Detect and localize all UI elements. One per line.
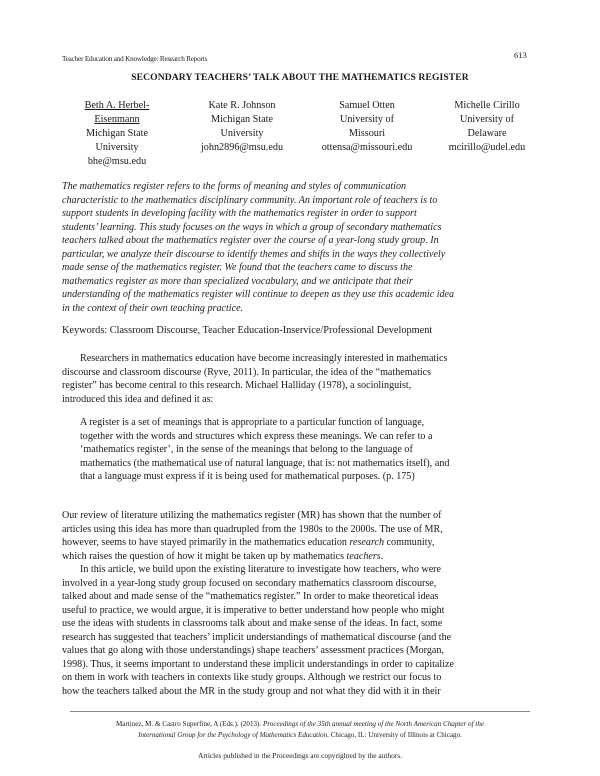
body-line: articles using this idea has more than quadrupled from the 1980s to the 2000s. The use of MR, [62,523,443,535]
paper-title: SECONDARY TEACHERS’ TALK ABOUT THE MATHEMATICS REGISTER [131,72,469,83]
abstract-line: particular, we analyze their discourse to identify themes and shifts in the ways they collectively [62,248,446,260]
abstract-line: in the context of their own teaching practice. [62,302,244,314]
body-line: discourse and classroom discourse (Ryve, 2011). In particular, the idea of the “mathematics [62,366,432,378]
author-4 [432,99,542,155]
citation-publisher: . Chicago, IL: University of Illinois at Chicago. [327,731,462,739]
author-affiliation-cont: Missouri [348,127,386,139]
author-name: Samuel Otten [339,100,395,111]
running-head: Teacher Education and Knowledge: Research Reports [62,55,208,63]
author-affiliation: University of [339,113,395,125]
body-text: however, seems to have stayed primarily in the mathematics education [62,537,350,548]
citation-proceedings-title: Proceedings of the 35th annual meeting of the North American Chapter of the [262,720,485,728]
body-line: involved in a year-long study group focused on secondary mathematics classroom discourse, [62,577,437,589]
body-paragraph-2 [62,509,542,698]
quote-line: ‘mathematics register’, in the sense of the meanings that belong to the language of [80,444,413,455]
author-affiliation: Michigan State [86,127,148,139]
body-line [62,550,542,564]
author-name-cont: Eisenmann [94,113,140,125]
footer-citation [0,719,600,741]
body-line: introduced this idea and defined it as: [62,393,214,405]
body-line: values that go along with those understandings) shape teachers’ assessment practices (Morgan, [62,645,444,656]
footer-divider [70,711,530,712]
author-name: Beth A. Herbel- [84,100,150,111]
body-text: which raises the question of how it might be taken up by mathematics [62,550,347,562]
abstract-line: characteristic to the mathematics disciplinary community. An important role of teachers is to [62,194,438,206]
block-quote [80,416,540,484]
author-email: mcirillo@udel.edu [448,141,526,153]
author-affiliation: University of [459,113,515,125]
emphasis-teachers: teachers [346,550,381,562]
abstract-line: teachers talked about the mathematics register over the course of a year-long study group. In [62,235,439,246]
body-text: . [380,550,384,562]
author-affiliation-cont: University [95,141,139,153]
body-line: use the ideas with students in classrooms talk about and make sense of the ideas. In fact, some [62,618,443,629]
abstract-line: students’ learning. This study focuses on the ways in which a group of secondary mathematics [62,221,442,233]
author-block [62,99,542,169]
quote-line: mathematics (the mathematical use of natural language, that is: not mathematics itself), and [80,457,450,469]
citation-text: Martinez, M. & Castro Superfine, A (Eds.). (2013). [115,720,263,728]
body-line: register” has become central to this research. Michael Halliday (1978), a sociolinguist, [62,380,412,391]
body-line: Our review of literature utilizing the mathematics register (MR) has shown that the number of [62,510,442,521]
quote-line: A register is a set of meanings that is appropriate to a particular function of language, [80,417,425,428]
author-1 [62,99,172,169]
copyright-notice: Articles published in the Proceedings are copyrighted by the authors. [197,751,402,760]
citation-proceedings-title-cont: International Group for the Psychology of Mathematics Education [138,731,328,739]
body-line: research has suggested that teachers’ implicit understandings of mathematical discourse (and the [62,631,452,643]
abstract-line: made sense of the mathematics register. We found that the teachers came to discuss the [62,262,413,273]
abstract-line: support students in developing facility with the mathematics register in order to support [62,208,417,219]
quote-line: that a language must express if it is being used for mathematical purposes. (p. 175) [80,471,415,482]
keywords: Keywords: Classroom Discourse, Teacher Education-Inservice/Professional Development [62,325,433,336]
abstract [62,180,542,315]
author-name: Kate R. Johnson [208,100,276,111]
author-affiliation-cont: Delaware [467,127,507,139]
body-line: In this article, we build upon the existing literature to investigate how teachers, who were [80,564,442,575]
author-3 [307,99,427,155]
page-number: 613 [514,50,527,60]
abstract-line: mathematics register as more than specialized vocabulary, and we anticipate that their [62,275,413,287]
body-paragraph-1 [62,352,542,406]
author-2 [182,99,302,155]
body-line [62,536,542,550]
author-affiliation-cont: University [220,127,264,139]
author-name: Michelle Cirillo [454,100,520,111]
quote-line: together with the words and structures which express these meanings. We can refer to a [80,430,433,442]
body-line: how the teachers talked about the MR in the study group and not what they did with it in their [62,685,441,697]
author-affiliation: Michigan State [211,113,273,125]
abstract-line: understanding of the mathematics register will continue to deepen as they use this academic idea [62,289,455,300]
emphasis-research: research [349,537,385,548]
body-text: community, [384,537,435,548]
body-line: on them in work with teachers in contexts like study groups. Although we restrict our focus to [62,672,442,683]
body-line: useful to practice, we would argue, it is imperative to better understand how people who might [62,604,445,616]
author-email: bhe@msu.edu [87,155,147,167]
body-line: Researchers in mathematics education have become increasingly interested in mathematics [80,353,448,364]
body-line: talked about and made sense of the “mathematics register.” In order to make theoretical ideas [62,591,439,602]
author-email: ottensa@missouri.edu [321,141,413,153]
author-email: john2896@msu.edu [200,141,284,153]
abstract-line: The mathematics register refers to the forms of meaning and styles of communication [62,181,407,192]
body-line: 1998). Thus, it seems important to understand these implicit understandings in order to capitalize [62,658,454,670]
